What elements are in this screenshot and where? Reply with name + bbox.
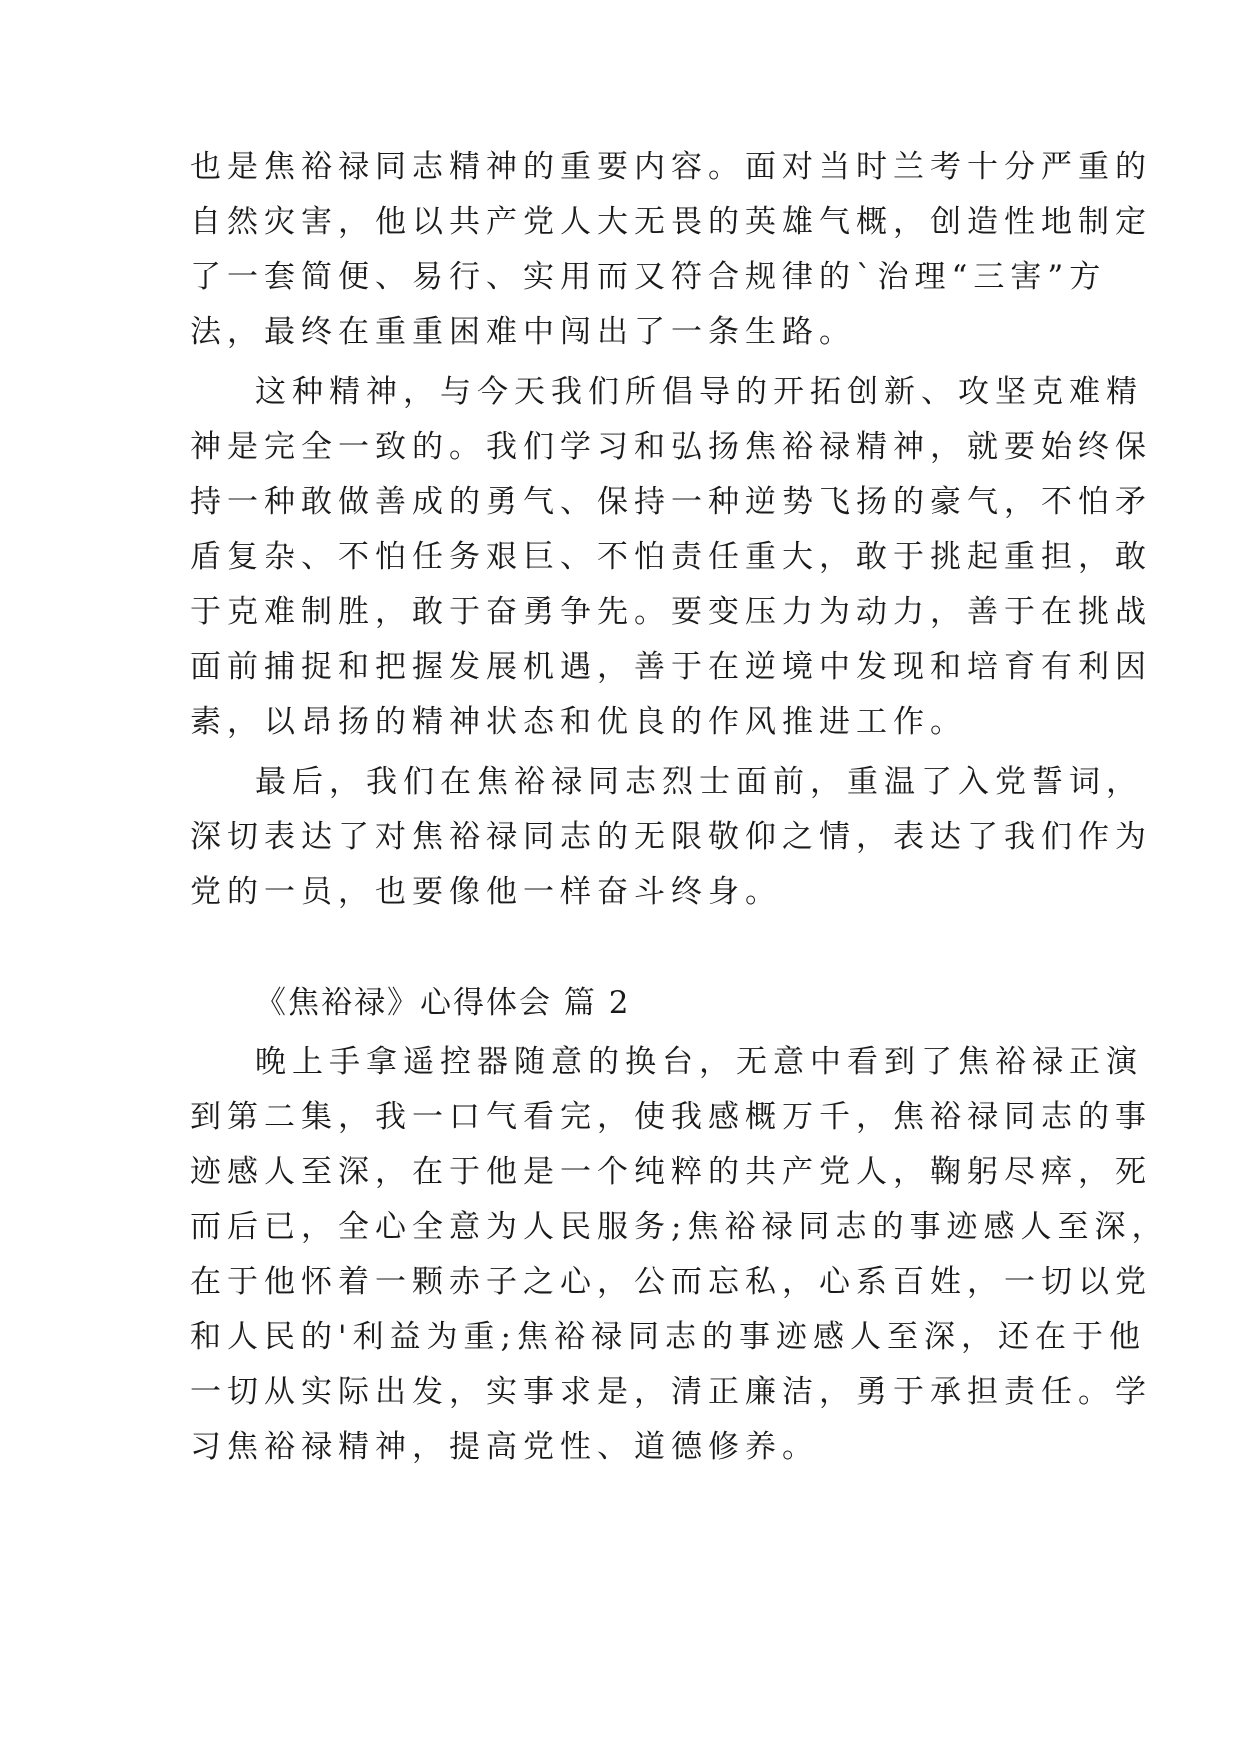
body-text-line: 而后已，全心全意为人民服务;焦裕禄同志的事迹感人至深，: [190, 1209, 1169, 1245]
body-text-line: 一切从实际出发，实事求是，清正廉洁，勇于承担责任。学: [190, 1374, 1152, 1410]
body-text-line: 法，最终在重重困难中闯出了一条生路。: [190, 314, 856, 350]
body-text-line: 晚上手拿遥控器随意的换台，无意中看到了焦裕禄正演: [255, 1044, 1143, 1080]
body-text-line: 神是完全一致的。我们学习和弘扬焦裕禄精神，就要始终保: [190, 429, 1152, 465]
body-text-line: 迹感人至深，在于他是一个纯粹的共产党人，鞠躬尽瘁，死: [190, 1154, 1152, 1190]
body-text-line: 这种精神，与今天我们所倡导的开拓创新、攻坚克难精: [255, 374, 1143, 410]
body-text-line: 最后，我们在焦裕禄同志烈士面前，重温了入党誓词，: [255, 764, 1143, 800]
body-text-line: 到第二集，我一口气看完，使我感概万千，焦裕禄同志的事: [190, 1099, 1152, 1135]
body-text-line: 面前捕捉和把握发展机遇，善于在逆境中发现和培育有利因: [190, 649, 1152, 685]
body-text-line: 在于他怀着一颗赤子之心，公而忘私，心系百姓，一切以党: [190, 1264, 1152, 1300]
body-text-line: 党的一员，也要像他一样奋斗终身。: [190, 874, 782, 910]
body-text-line: 素，以昂扬的精神状态和优良的作风推进工作。: [190, 704, 967, 740]
section-heading: 《焦裕禄》心得体会 篇 2: [255, 985, 631, 1021]
body-text-line: 了一套简便、易行、实用而又符合规律的`治理“三害”方: [190, 259, 1107, 295]
body-text-line: 也是焦裕禄同志精神的重要内容。面对当时兰考十分严重的: [190, 149, 1152, 185]
body-text-line: 深切表达了对焦裕禄同志的无限敬仰之情，表达了我们作为: [190, 819, 1152, 855]
body-text-line: 和人民的'利益为重;焦裕禄同志的事迹感人至深，还在于他: [190, 1319, 1146, 1355]
body-text-line: 自然灾害，他以共产党人大无畏的英雄气概，创造性地制定: [190, 204, 1152, 240]
body-text-line: 持一种敢做善成的勇气、保持一种逆势飞扬的豪气，不怕矛: [190, 484, 1152, 520]
body-text-line: 盾复杂、不怕任务艰巨、不怕责任重大，敢于挑起重担，敢: [190, 539, 1152, 575]
body-text-line: 于克难制胜，敢于奋勇争先。要变压力为动力，善于在挑战: [190, 594, 1152, 630]
body-text-line: 习焦裕禄精神，提高党性、道德修养。: [190, 1429, 819, 1465]
